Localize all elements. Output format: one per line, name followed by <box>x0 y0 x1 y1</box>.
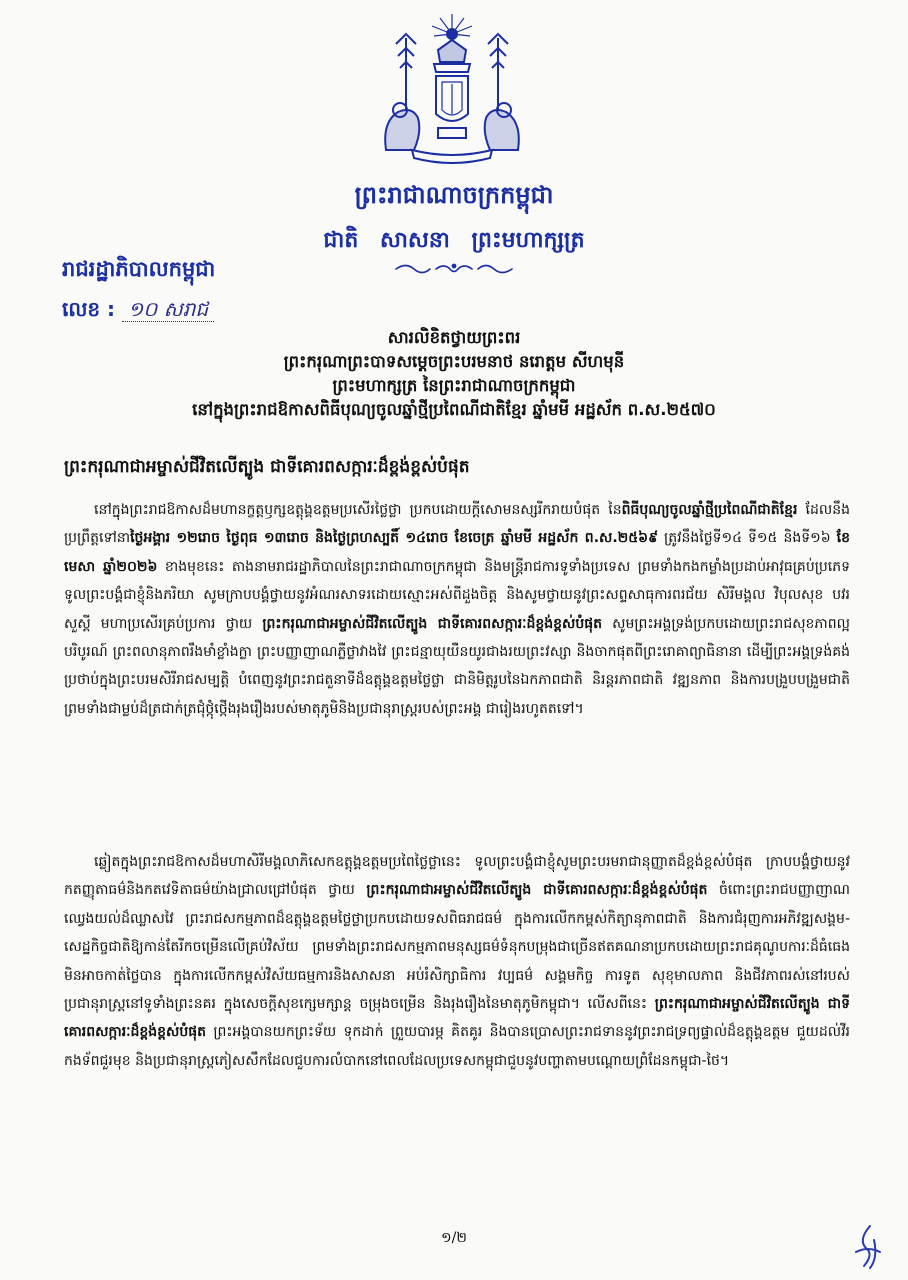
p2-bold-b: ព្រះករុណាជាអម្ចាស់ជីវិតលើត្បូង ជាទីគោរពសក្ការៈដ៏ខ្ពង់ខ្ពស់បំផុត <box>366 882 708 899</box>
p1-text-e: ត្រូវនឹងថ្ងៃទី១៤ ទី១៥ និងទី១៦ <box>658 530 837 547</box>
reference-value: ១០ សរាជ <box>122 297 214 322</box>
title-line-1: សារលិខិតថ្វាយព្រះពរ <box>387 328 521 347</box>
p1-text-a: នៅក្នុងព្រះរាជឱកាសដ៏មហានក្ខត្តឫក្សឧត្តុង្គឧត្តមប្រសើរថ្លៃថ្លា ប្រកបដោយក្ដីសោមនស្សរីករាយបំផុត នៃ <box>94 502 622 518</box>
reference-label: លេខ : <box>62 297 116 321</box>
page-number: ១/២ <box>441 1230 467 1246</box>
salutation-heading: ព្រះករុណាជាអម្ចាស់ជីវិតលើត្បូង ជាទីគោរពសក្ការៈដ៏ខ្ពង់ខ្ពស់បំផុត <box>64 457 470 477</box>
p1-bold-d: ថ្ងៃអង្គារ ១២រោច ថ្ងៃពុធ ១៣រោច និងថ្ងៃព្រហស្បតិ៍ ១៤រោច ខែចេត្រ ឆ្នាំមមី អដ្ឋស័ក ព.ស.២៥៦៩ <box>130 530 658 547</box>
p2-text-a: ឆ្លៀតក្នុងព្រះរាជឱកាសដ៏មហាសិរីមង្គលាភិសេកឧត្តុង្គឧត្តមប្រពៃថ្លៃថ្លានេះ ទូលព្រះបង្គំជាខ្ញុំសូមព្រះបរមរាជានុញ្ញាតដ៏ខ្ពង់ខ្ពស់បំផុត ក្រាបបង្គំថ្វាយនូវកតញ្ញុតាធម៌និងកតវេទិតាធម៌យ៉ាងជ្រាលជ្រៅបំផុត ថ្វាយ <box>64 854 850 899</box>
national-motto: ជាតិ សាសនា ព្រះមហាក្សត្រ <box>323 228 585 253</box>
p1-text-g: ខាងមុខនេះ តាងនាមរាជរដ្ឋាភិបាលនៃព្រះរាជាណាចក្រកម្ពុជា និងមន្ត្រីរាជការទូទាំងប្រទេស ព្រមទាំងកងកម្លាំងប្រដាប់អាវុធគ្រប់ប្រភេទ ទូលព្រះបង្គំជាខ្ញុំនិងភរិយា សូមក្រាបបង្គំថ្វាយនូវអំណរសាទរដោយស្មោះអស់ពីដួងចិត្ត និងសូមថ្វាយនូវព្រះសព្ទសាធុការពរជ័យ សិរីមង្គល វិបុលសុខ បវរសួស្ដី មហាប្រសើរគ្រប់ប្រការ ថ្វាយ <box>64 558 850 632</box>
government-name: រាជរដ្ឋាភិបាលកម្ពុជា <box>62 257 216 281</box>
kingdom-title: ព្រះរាជាណាចក្រកម្ពុជា <box>354 181 554 209</box>
body-paragraph-1 <box>64 496 850 723</box>
letter-titles <box>40 326 868 422</box>
royal-arms-icon <box>372 10 532 168</box>
title-line-3: ព្រះមហាក្សត្រ នៃព្រះរាជាណាចក្រកម្ពុជា <box>332 376 576 395</box>
p1-bold-h: ព្រះករុណាជាអម្ចាស់ជីវិតលើត្បូង ជាទីគោរពសក្ការៈដ៏ខ្ពង់ខ្ពស់បំផុត <box>262 615 603 632</box>
p2-text-c: ចំពោះព្រះរាជបញ្ញាញាណឈ្វេងយល់ដ៏ឈ្លាសវៃ ព្រះរាជសកម្មភាពដ៏ឧត្តុង្គឧត្តមថ្លៃថ្លាប្រកបដោយទសពិធរាជធម៌ ក្នុងការលើកកម្ពស់កិត្យានុភាពជាតិ និងការជំរុញការអភិវឌ្ឍសង្គម-សេដ្ឋកិច្ចជាតិឱ្យកាន់តែរីកចម្រើនលើគ្រប់វិស័យ ព្រមទាំងព្រះរាជសកម្មភាពមនុស្សធម៌ទំនុកបម្រុងជាច្រើនឥតគណនាប្រកបដោយព្រះរាជគុណូបការៈដ៏ធំធេងមិនអាចកាត់ថ្លៃបាន ក្នុងការលើកកម្ពស់វិស័យធម្មការនិងសាសនា អប់រំសិក្សាធិការ វប្បធម៌ សង្គមកិច្ច ការទូត សុខុមាលភាព និងជីវភាពរស់នៅរបស់ប្រជានុរាស្ត្រនៅទូទាំងព្រះនគរ ក្នុងសេចក្ដីសុខក្សេមក្សាន្ត ចម្រុងចម្រើន និងរុងរឿងនៃមាតុភូមិកម្ពុជា។ លើសពីនេះ <box>64 882 850 1013</box>
p2-text-e: ព្រះអង្គបានយកព្រះទ័យ ទុកដាក់ ព្រួយបារម្ភ គិតគូរ និងបានប្រោសព្រះរាជទាននូវព្រះរាជទ្រព្យផ្ទាល់ដ៏ឧត្តុង្គឧត្តម ជួយដល់វីរកងទ័ពជួរមុខ និងប្រជានុរាស្ត្រភៀសសឹកដែលជួបការលំបាកនៅពេលដែលប្រទេសកម្ពុជាជួបនូវបញ្ហាតាមបណ្ដោយព្រំដែនកម្ពុជា-ថៃ។ <box>64 1024 850 1069</box>
title-line-2: ព្រះករុណាព្រះបាទសម្ដេចព្រះបរមនាថ នរោត្តម សីហមុនី <box>283 352 625 371</box>
p2-bold-d: ព្រះករុណាជាអម្ចាស់ជីវិតលើត្បូង ជាទីគោរពសក្ការៈដ៏ខ្ពង់ខ្ពស់បំផុត <box>64 996 850 1041</box>
p1-text-i: សូមព្រះអង្គទ្រង់ប្រកបដោយព្រះរាជសុខភាពល្អបរិបូរណ៍ ព្រះពលានុភាពរឹងមាំខ្លាំងក្លា ព្រះបញ្ញាញាណភ្លឺថ្លាវាងវៃ ព្រះជន្មាយុយឺនយូរជាងរយព្រះវស្សា និងចាកផុតពីព្រះរោគាព្យាធិនានា ដើម្បីព្រះអង្គទ្រង់គង់ប្រថាប់ក្នុងព្រះបរមសិរីរាជសម្បត្តិ បំពេញនូវព្រះរាជតួនាទីដ៏ឧត្តុង្គឧត្តមថ្លៃថ្លា ជានិមិត្តរូបនៃឯកភាពជាតិ និរន្តរភាពជាតិ វឌ្ឍនភាព និងការបង្រួបបង្រួមជាតិ ព្រមទាំងជាម្លប់ដ៏ត្រជាក់ត្រជុំថ្កុំថ្កើងរុងរឿងរបស់មាតុភូមិនិងប្រជានុរាស្ត្ររបស់ព្រះអង្គ ជារៀងរហូតតទៅ។ <box>64 615 850 717</box>
ornament-divider-icon <box>392 260 516 278</box>
signature-initial-icon <box>848 1222 888 1272</box>
p1-bold-b: ពិធីបុណ្យចូលឆ្នាំថ្មីប្រពៃណីជាតិខ្មែរ <box>621 502 798 518</box>
p1-bold-f: ខែមេសា ឆ្នាំ២០២៦ <box>64 530 850 575</box>
body-paragraph-2 <box>64 848 850 1075</box>
reference-number <box>62 296 214 326</box>
p1-text-c: ដែលនឹងប្រព្រឹត្តទៅនា <box>64 502 850 547</box>
title-line-4: នៅក្នុងព្រះរាជឱកាសពិធីបុណ្យចូលឆ្នាំថ្មីប្រពៃណីជាតិខ្មែរ ឆ្នាំមមី អដ្ឋស័ក ព.ស.២៥៧០ <box>192 400 716 419</box>
